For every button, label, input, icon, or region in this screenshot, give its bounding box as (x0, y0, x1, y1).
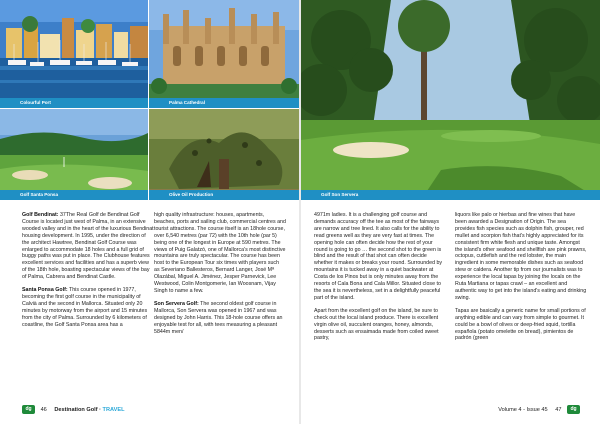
paragraph-golf-bendinat: Golf Bendinat: 37The Real Golf de Bendinat Golf Course is located just west of Palma, in an extensive wooded valley and in the heart of the luxurious Bendinat housing development. In 1995, under the direction of the architect Hawtree, Bendinat Golf Course was enlarged to accommodate 18 holes and a full grid of buggy paths was put in place. The Clubhouse features excellent services and facilities and has a superb view of the 18th hole, boasting spectacular views of the bay of Palma, Cabrera and Bendinat Castle. (22, 212, 154, 281)
caption-olive: Olive Oil Production (149, 190, 299, 200)
olive-image (149, 109, 299, 200)
caption-santa-ponsa: Golf Santa Ponsa (0, 190, 148, 200)
caption-son-servera: Golf Son Servera (301, 190, 600, 200)
cathedral-image (149, 0, 299, 108)
page-gutter (299, 0, 301, 424)
son-servera-image (301, 0, 600, 200)
footer-right (400, 402, 580, 418)
santa-ponsa-photo (0, 109, 148, 200)
paragraph-santa-ponsa: Santa Ponsa Golf: This course opened in 1977, becoming the first golf course in the municipality of Calvià and the second in Mallorca. Situated only 20 minutes by motorway from the airport and 15 minutes from the city of Palma. Surrounded by 6 kilometers of coastline, the Golf Santa Ponsa area has a (22, 287, 148, 328)
footer-left (22, 402, 292, 418)
page-number-right: 47 (555, 407, 562, 413)
caption-port: Colourful Port (0, 98, 148, 108)
son-servera-photo (301, 0, 600, 200)
paragraph-son-servera: Son Servera Golf: The second oldest golf course in Mallorca, Son Servera was opened in 1967 and was designed by John Harris. This 18-hole course offers an enjoyable test for all, with tees measuring a pleasant 5844m men/ (154, 300, 283, 335)
paragraph-liquors: liquors like palo or hierbas and fine wines that have been awarded a Designation of Origin. The sea provides fish species such as dolphin fish, grouper, red mullet and scorpion fish that's highly appreciated for its consistent firm white flesh and unique taste. Amongst the island's other seafood and shellfish are pink prawns, octopus, cuttlefish and the red lobster, the main ingredient in some memorable dishes such as seafood stew or caldera. Another tip from our journalists was to experience the local tapas by joining the locals on the Ruta Martiana or tapas crawl – an excellent and authentic way to get into the island's eating and drinking swing. (455, 212, 587, 301)
cathedral-photo (149, 0, 299, 108)
port-photo (0, 0, 148, 108)
paragraph-local-produce: Apart from the excellent golf on the island, be sure to check out the local island produce. There is excellent virgin olive oil, succulent oranges, honey, almonds, desserts such as ensaimada made from coiled sweet pastry, (314, 307, 439, 342)
dg-badge-left: dg (22, 405, 35, 414)
paragraph-infrastructure: high quality infrastructure: houses, apartments, beaches, ports and sailing club, commercial centres and tourist attractions. The course itself is an 18hole course, over 6,540 metres (par 72) with the 10th hole (par 5) being one of the longest in Europe at 590 metres. The views of Puig Galatzó, one of Mallorca's most distinctive mountains are truly spectacular. The course has been host to the European Tour six times with players such as Severiano Ballesteros, Bernard Langer, José Mª Olazábal, Miguel A. Jiménez, Jesper Parnevick, Lee Westwood, Colin Montgomerie, Ian Woosnam, Vijay Singh to name a few. (154, 212, 286, 294)
left-column-2 (154, 212, 286, 341)
magazine-brand: Destination Golf · TRAVEL (54, 407, 125, 413)
issue-label: Volume 4 - Issue 45 (498, 407, 548, 413)
caption-cathedral: Palma Cathedral (149, 98, 299, 108)
dg-badge-right: dg (567, 405, 580, 414)
santa-ponsa-image (0, 109, 148, 200)
port-image (0, 0, 148, 108)
left-column-1 (22, 212, 154, 335)
olive-photo (149, 109, 299, 200)
paragraph-ladies-tees: 4971m ladies. It is a challenging golf course and demands accuracy off the tee as most of the fairways are narrow and tree lined. It also calls for the ability to read greens well as they are very fast at times. The opening hole can often decide how the rest of your round is going to go … the second shot to the green is blind and the result of that shot can often decide whether it makes or breaks your round. Surrounded by mountains it is tucked away in a quiet backwater at Costa de los Pinos but is only minutes away from the resorts of Cala Bona and Cala Millor. Situated close to the sea it is nevertheless, set in a delightfully peaceful part of the island. (314, 212, 443, 301)
right-column-1 (314, 212, 446, 348)
paragraph-tapas: Tapas are basically a generic name for small portions of anything edible and can vary from simple to gourmet. It could be a bowl of olives or deep-fried squid, tortilla española (potato omelette on bread), pimientos de padrón (green (455, 307, 586, 342)
right-column-2 (455, 212, 587, 348)
page-number-left: 46 (40, 407, 47, 413)
